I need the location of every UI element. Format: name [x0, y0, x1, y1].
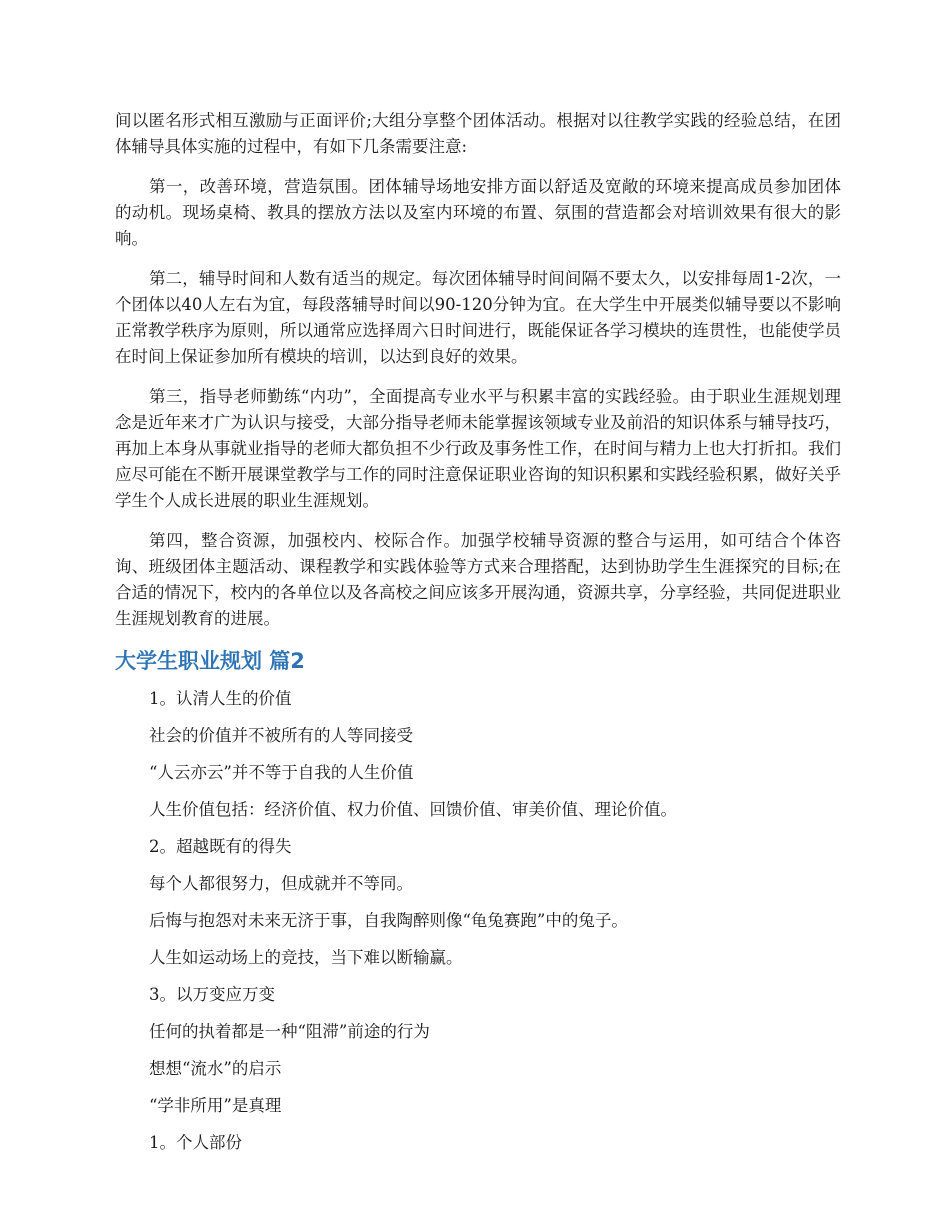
- list-item: 后悔与抱怨对未来无济于事，自我陶醉则像“龟兔赛跑”中的兔子。: [149, 911, 628, 930]
- body-paragraph: 第二，辅导时间和人数有适当的规定。每次团体辅导时间间隔不要太久，以安排每周1-2次，一个团体以40人左右为宜，每段落辅导时间以90-120分钟为宜。在大学生中开展类似辅导要以不影响正常教学秩序为原则，所以通常应选择周六日时间进行，既能保证各学习模块的连贯性，也能使学员在时间上保证参加所有模块的培训，以达到良好的效果。: [115, 269, 841, 366]
- document-page: [115, 108, 841, 1167]
- list-item: 1。个人部份: [149, 1133, 242, 1152]
- body-paragraph: 第一，改善环境，营造氛围。团体辅导场地安排方面以舒适及宽敞的环境来提高成员参加团体的动机。现场桌椅、教具的摆放方法以及室内环境的布置、氛围的营造都会对培训效果有很大的影响。: [115, 177, 841, 248]
- list-item: 任何的执着都是一种“阻滞”前途的行为: [149, 1022, 430, 1041]
- section-heading: 大学生职业规划 篇2: [115, 649, 305, 673]
- list-item: 人生价值包括：经济价值、权力价值、回馈价值、审美价值、理论价值。: [149, 800, 677, 819]
- list-item: 3。以万变应万变: [149, 985, 275, 1004]
- list-item: 每个人都很努力，但成就并不等同。: [149, 874, 413, 893]
- body-paragraph: 第四，整合资源，加强校内、校际合作。加强学校辅导资源的整合与运用，如可结合个体咨询、班级团体主题活动、课程教学和实践体验等方式来合理搭配，达到协助学生生涯探究的目标;在合适的情况下，校内的各单位以及各高校之间应该多开展沟通，资源共享，分享经验，共同促进职业生涯规划教育的进展。: [115, 531, 841, 628]
- list-item: 社会的价值并不被所有的人等同接受: [149, 726, 413, 745]
- body-paragraph: 间以匿名形式相互激励与正面评价;大组分享整个团体活动。根据对以往教学实践的经验总结，在团体辅导具体实施的过程中，有如下几条需要注意:: [115, 111, 841, 156]
- list-item: 2。超越既有的得失: [149, 837, 292, 856]
- body-paragraph: 第三，指导老师勤练“内功”，全面提高专业水平与积累丰富的实践经验。由于职业生涯规划理念是近年来才广为认识与接受，大部分指导老师未能掌握该领域专业及前沿的知识体系与辅导技巧，再加上本身从事就业指导的老师大都负担不少行政及事务性工作，在时间与精力上也大打折扣。我们应尽可能在不断开展课堂教学与工作的同时注意保证职业咨询的知识积累和实践经验积累，做好关乎学生个人成长进展的职业生涯规划。: [115, 387, 841, 510]
- list-item: 想想“流水”的启示: [149, 1059, 282, 1078]
- list-item: “人云亦云”并不等于自我的人生价值: [149, 763, 414, 782]
- list-item: “学非所用”是真理: [149, 1096, 282, 1115]
- list-item: 1。认清人生的价值: [149, 689, 292, 708]
- list-item: 人生如运动场上的竞技，当下难以断输赢。: [149, 948, 463, 967]
